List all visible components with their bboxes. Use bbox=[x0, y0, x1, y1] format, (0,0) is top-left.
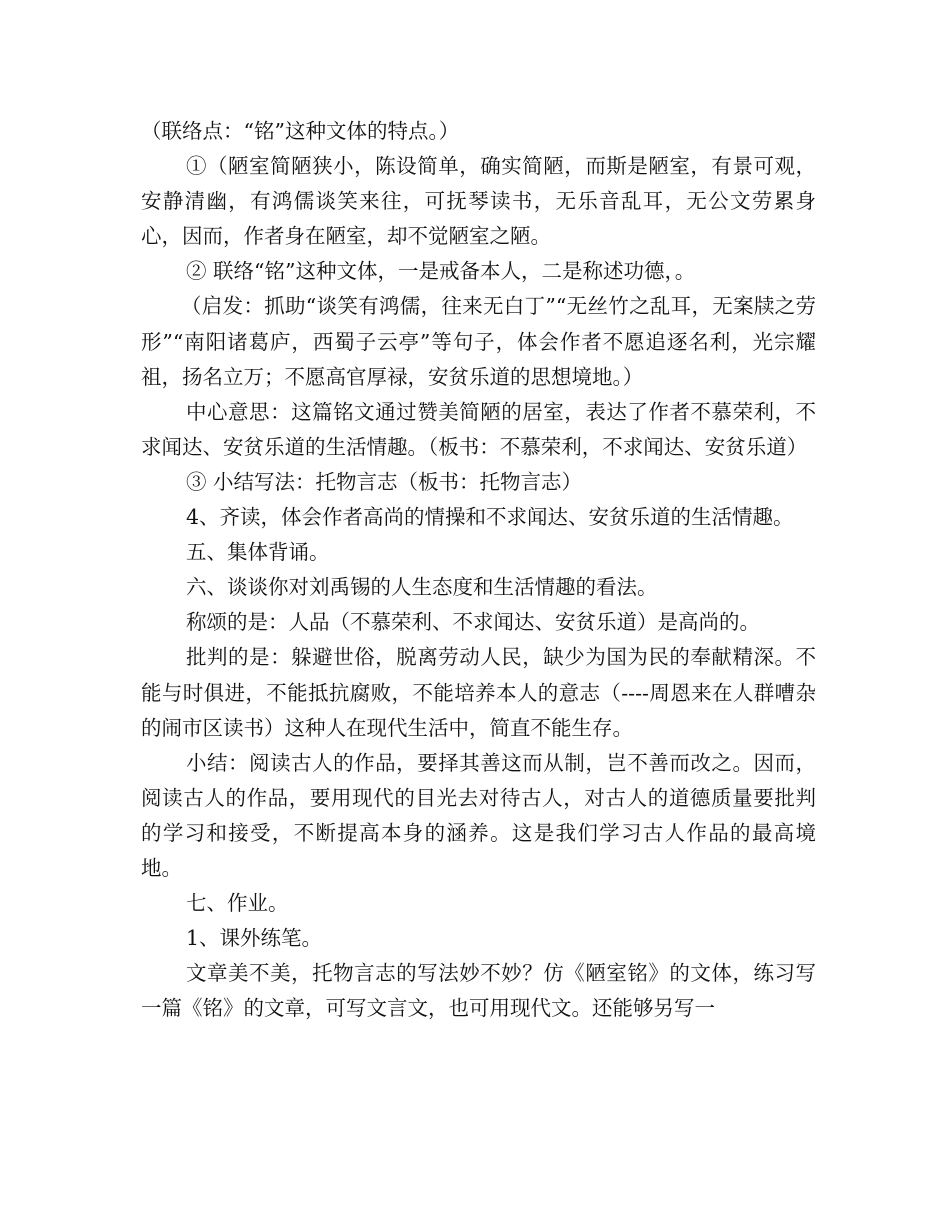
paragraph-criticism: 批判的是：躲避世俗，脱离劳动人民，缺少为国为民的奉献精深。不能与时俱进，不能抵抗腐败，不能培养本人的意志（----周恩来在人群嘈杂的闹市区读书）这种人在现代生活中，简直不能生存。 bbox=[141, 645, 816, 740]
paragraph-contact-point: （联络点：“铭”这种文体的特点。） bbox=[141, 119, 460, 143]
paragraph-inspiration: （启发：抓助“谈笑有鸿儒，往来无白丁”“无丝竹之乱耳，无案牍之劳形”“南阳诸葛庐，西蜀子云亭”等句子，体会作者不愿追逐名利，光宗耀祖，扬名立万；不愿高官厚禄，安贫乐道的思想境地。） bbox=[141, 294, 816, 389]
paragraph-section-5: 五、集体背诵。 bbox=[186, 540, 330, 565]
paragraph-section-7: 七、作业。 bbox=[186, 891, 289, 916]
paragraph-praise: 称颂的是：人品（不慕荣利、不求闻达、安贫乐道）是高尚的。 bbox=[186, 610, 760, 635]
paragraph-homework-detail: 文章美不美，托物言志的写法妙不妙？仿《陋室铭》的文体，练习写一篇《铭》的文章，可写文言文，也可用现代文。还能够另写一 bbox=[141, 961, 816, 1021]
paragraph-homework-1: 1、课外练笔。 bbox=[186, 926, 323, 951]
paragraph-section-6: 六、谈谈你对刘禹锡的人生态度和生活情趣的看法。 bbox=[186, 575, 658, 600]
paragraph-point-3: ③ 小结写法：托物言志（板书：托物言志） bbox=[186, 469, 583, 494]
document-body bbox=[141, 114, 816, 1026]
paragraph-step-4: 4、齐读，体会作者高尚的情操和不求闻达、安贫乐道的生活情趣。 bbox=[186, 505, 794, 530]
paragraph-central-idea: 中心意思：这篇铭文通过赞美简陋的居室，表达了作者不慕荣利，不求闻达、安贫乐道的生活情趣。（板书：不慕荣利，不求闻达、安贫乐道） bbox=[141, 399, 816, 459]
paragraph-summary: 小结：阅读古人的作品，要择其善这而从制，岂不善而改之。因而，阅读古人的作品，要用现代的目光去对待古人，对古人的道德质量要批判的学习和接受，不断提高本身的涵养。这是我们学习古人作品的最高境地。 bbox=[141, 750, 816, 880]
paragraph-point-1: ①（陋室简陋狭小，陈设简单，确实简陋，而斯是陋室，有景可观，安静清幽，有鸿儒谈笑来往，可抚琴读书，无乐音乱耳，无公文劳累身心，因而，作者身在陋室，却不觉陋室之陋。 bbox=[141, 154, 816, 249]
paragraph-point-2: ② 联络“铭”这种文体，一是戒备本人，二是称述功德，。 bbox=[186, 259, 696, 284]
